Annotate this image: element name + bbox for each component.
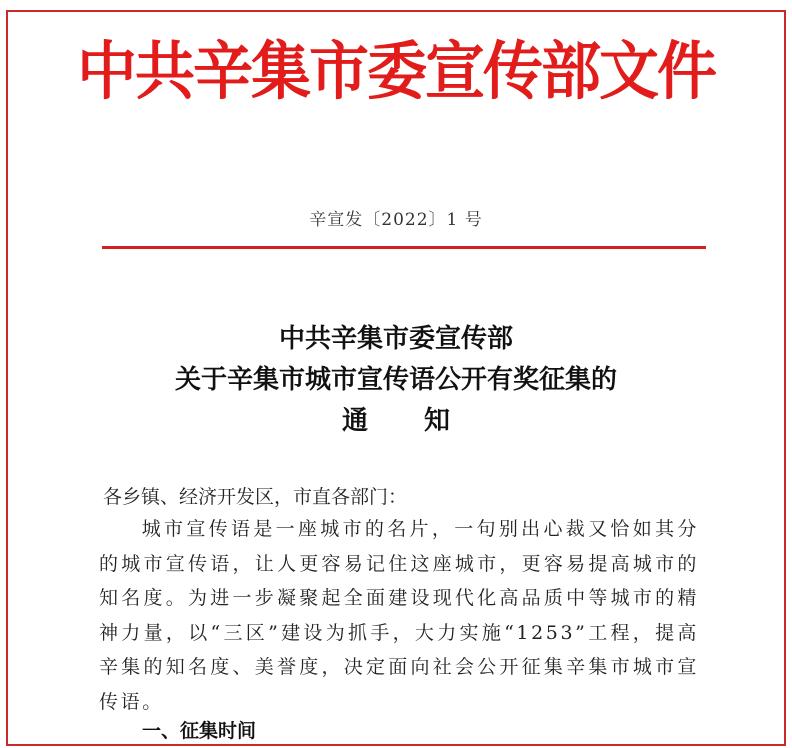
title-word-tong: 通 bbox=[341, 406, 368, 436]
paragraph-text: 城市宣传语是一座城市的名片，一句别出心裁又恰如其分的城市宣传语，让人更容易记住这座城市，更容易提高城市的知名度。为进一步凝聚起全面建设现代化高品质中等城市的精神力量，以“三区”建设为抓手，大力实施“1253”工程，提高辛集的知名度、美誉度，决定面向社会公开征集辛集市城市宣传语。 bbox=[99, 518, 699, 713]
document-number: 辛宣发〔2022〕1 号 bbox=[309, 210, 483, 230]
title-word-zhi: 知 bbox=[424, 406, 451, 436]
document-masthead: 中共辛集市委宣传部文件 bbox=[77, 35, 715, 109]
body-paragraph bbox=[99, 512, 699, 719]
title-line-3 bbox=[0, 400, 792, 437]
title-line-2: 关于辛集市城市宣传语公开有奖征集的 bbox=[174, 365, 617, 395]
red-divider-line bbox=[102, 246, 706, 249]
title-line-1: 中共辛集市委宣传部 bbox=[278, 324, 513, 354]
salutation: 各乡镇、经济开发区，市直各部门： bbox=[103, 486, 408, 508]
section-heading: 一、征集时间 bbox=[142, 720, 257, 742]
